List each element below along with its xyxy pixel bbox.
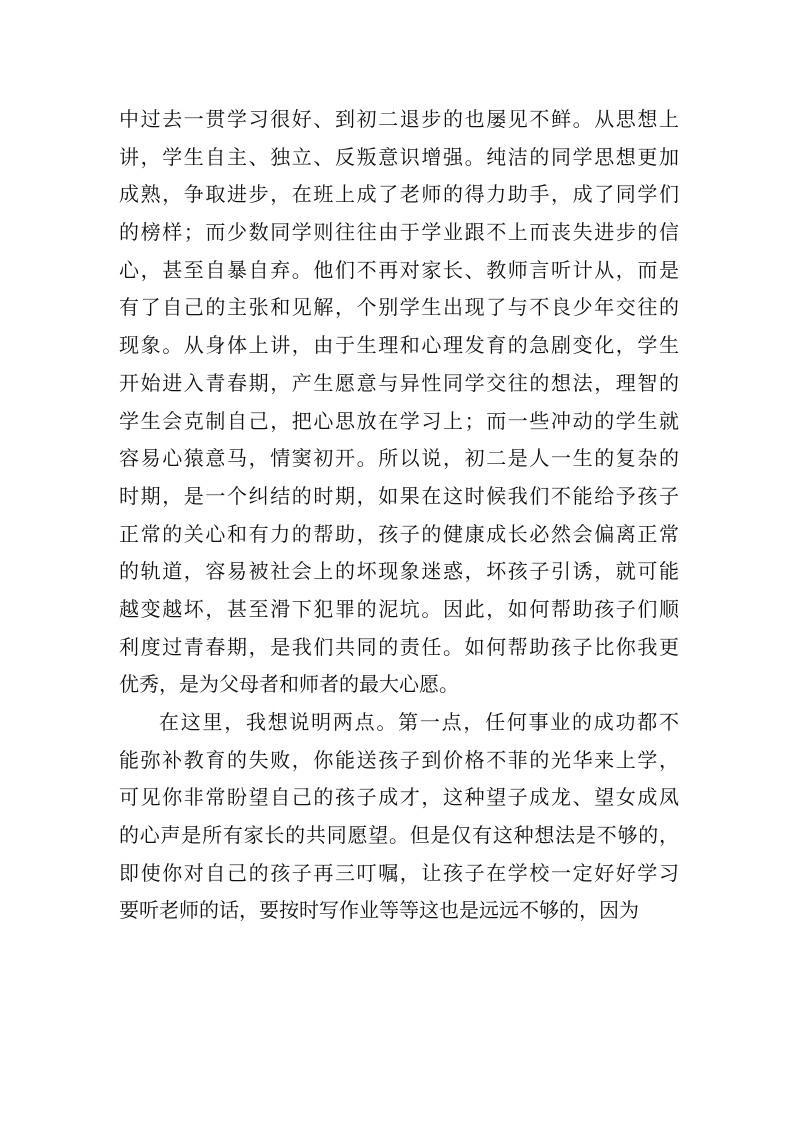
text-line: 正常的关心和有力的帮助，孩子的健康成长必然会偏离正常	[119, 521, 679, 546]
text-line: 有了自己的主张和见解，个别学生出现了与不良少年交往的	[119, 295, 679, 320]
text-line: 讲，学生自主、独立、反叛意识增强。纯洁的同学思想更加	[119, 144, 679, 169]
text-line: 的心声是所有家长的共同愿望。但是仅有这种想法是不够的，	[119, 823, 679, 848]
paragraph	[119, 101, 679, 704]
text-line: 可见你非常盼望自己的孩子成才，这种望子成龙、望女成凤	[119, 785, 679, 810]
text-line: 现象。从身体上讲，由于生理和心理发育的急剧变化，学生	[119, 333, 679, 358]
text-line: 的轨道，容易被社会上的坏现象迷惑，坏孩子引诱，就可能	[119, 559, 679, 584]
text-line: 容易心猿意马，情窦初开。所以说，初二是人一生的复杂的	[119, 446, 679, 471]
text-line: 时期，是一个纠结的时期，如果在这时候我们不能给予孩子	[119, 483, 679, 508]
text-line: 利度过青春期，是我们共同的责任。如何帮助孩子比你我更	[119, 634, 679, 659]
paragraph	[119, 704, 679, 930]
text-line: 心，甚至自暴自弃。他们不再对家长、教师言听计从，而是	[119, 257, 679, 282]
text-line: 优秀，是为父母者和师者的最大心愿。	[119, 672, 459, 697]
text-line: 越变越坏，甚至滑下犯罪的泥坑。因此，如何帮助孩子们顺	[119, 596, 679, 621]
text-line: 成熟，争取进步，在班上成了老师的得力助手，成了同学们	[119, 182, 679, 207]
text-line: 在这里，我想说明两点。第一点，任何事业的成功都不	[159, 710, 679, 734]
text-line: 能弥补教育的失败，你能送孩子到价格不菲的光华来上学，	[119, 747, 679, 772]
text-line: 学生会克制自己，把心思放在学习上；而一些冲动的学生就	[119, 408, 679, 433]
text-line: 开始进入青春期，产生愿意与异性同学交往的想法，理智的	[119, 370, 679, 395]
text-line: 要听老师的话，要按时写作业等等这也是远远不够的，因为	[119, 898, 639, 923]
text-line: 即使你对自己的孩子再三叮嘱，让孩子在学校一定好好学习	[119, 860, 679, 885]
text-line: 的榜样；而少数同学则往往由于学业跟不上而丧失进步的信	[119, 220, 679, 245]
document-body	[119, 101, 679, 930]
text-line: 中过去一贯学习很好、到初二退步的也屡见不鲜。从思想上	[119, 107, 679, 131]
